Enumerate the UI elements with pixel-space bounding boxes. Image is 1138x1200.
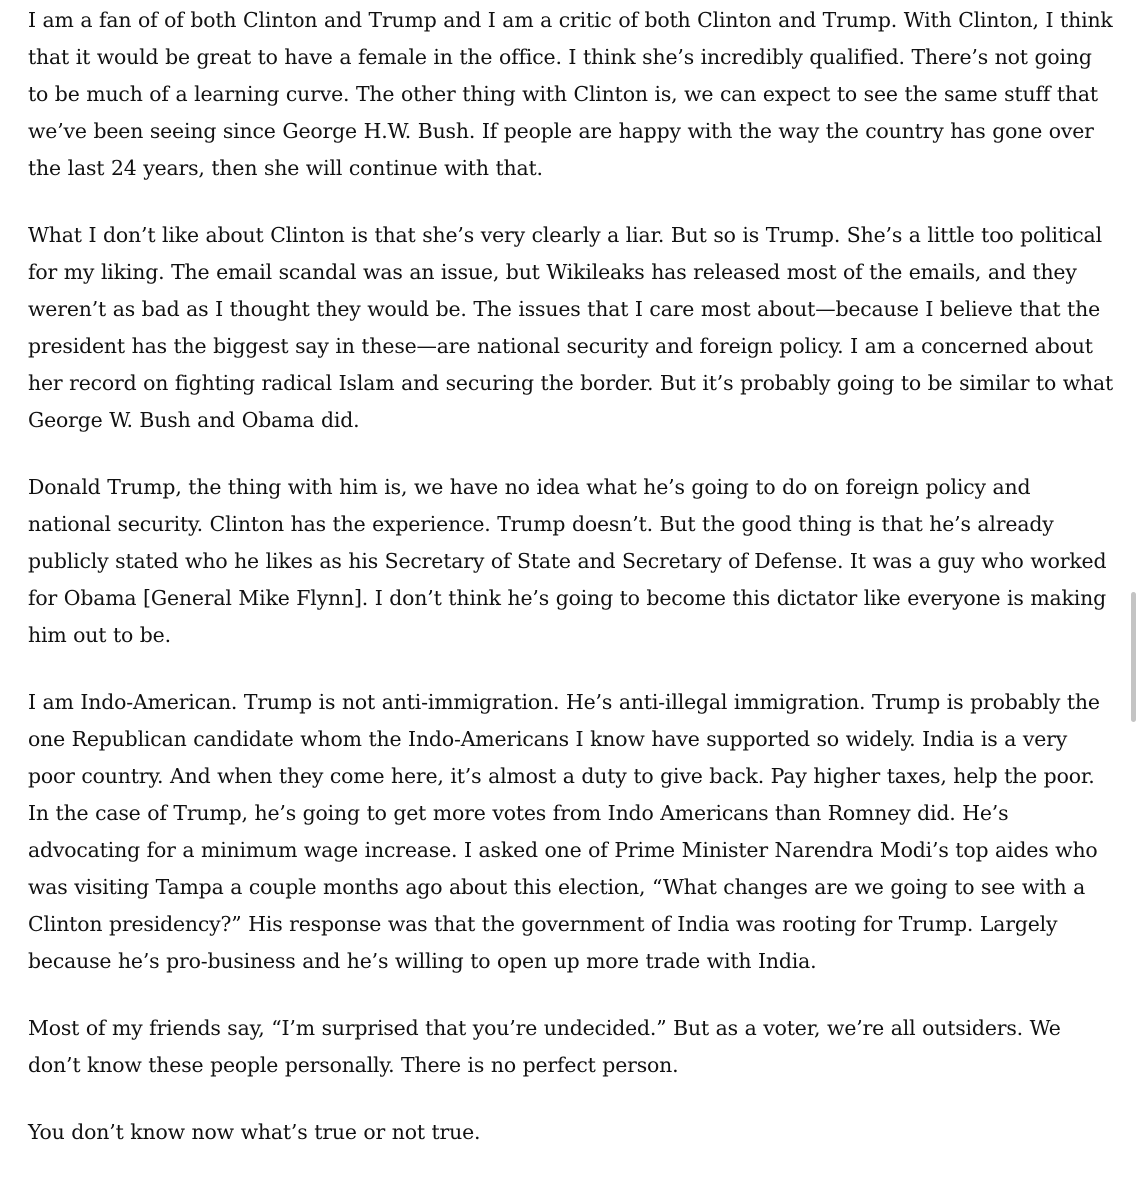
scrollbar-thumb[interactable] [1131,592,1136,722]
paragraph-5: Most of my friends say, “I’m surprised that you’re undecided.” But as a voter, we’re all outsiders. We don’t know these people personally. There is no perfect person. [28,1016,1061,1077]
paragraph-3: Donald Trump, the thing with him is, we have no idea what he’s going to do on foreign policy and national security. Clinton has the experience. Trump doesn’t. But the good thing is that he’s already publicly stated who he likes as his Secretary of State and Secretary of Defense. It was a guy who worked for Obama [General Mike Flynn]. I don’t think he’s going to become this dictator like everyone is making him out to be. [28,475,1107,647]
paragraph-6: You don’t know now what’s true or not true. [28,1120,481,1144]
paragraph-1: I am a fan of of both Clinton and Trump and I am a critic of both Clinton and Trump. With Clinton, I think that it would be great to have a female in the office. I think she’s incredibly qualified. There’s not going to be much of a learning curve. The other thing with Clinton is, we can expect to see the same stuff that we’ve been seeing since George H.W. Bush. If people are happy with the way the country has gone over the last 24 years, then she will continue with that. [28,8,1113,180]
vertical-scrollbar[interactable] [1128,0,1138,1200]
paragraph-2: What I don’t like about Clinton is that she’s very clearly a liar. But so is Trump. She’s a little too political for my liking. The email scandal was an issue, but Wikileaks has released most of the emails, and they weren’t as bad as I thought they would be. The issues that I care most about—because I believe that the president has the biggest say in these—are national security and foreign policy. I am a concerned about her record on fighting radical Islam and securing the border. But it’s probably going to be similar to what George W. Bush and Obama did. [28,223,1114,432]
article-body [28,2,1118,1181]
paragraph-4: I am Indo-American. Trump is not anti-immigration. He’s anti-illegal immigration. Trump is probably the one Republican candidate whom the Indo-Americans I know have supported so widely. India is a very poor country. And when they come here, it’s almost a duty to give back. Pay higher taxes, help the poor. In the case of Trump, he’s going to get more votes from Indo Americans than Romney did. He’s advocating for a minimum wage increase. I asked one of Prime Minister Narendra Modi’s top aides who was visiting Tampa a couple months ago about this election, “What changes are we going to see with a Clinton presidency?” His response was that the government of India was rooting for Trump. Largely because he’s pro-business and he’s willing to open up more trade with India. [28,690,1100,973]
